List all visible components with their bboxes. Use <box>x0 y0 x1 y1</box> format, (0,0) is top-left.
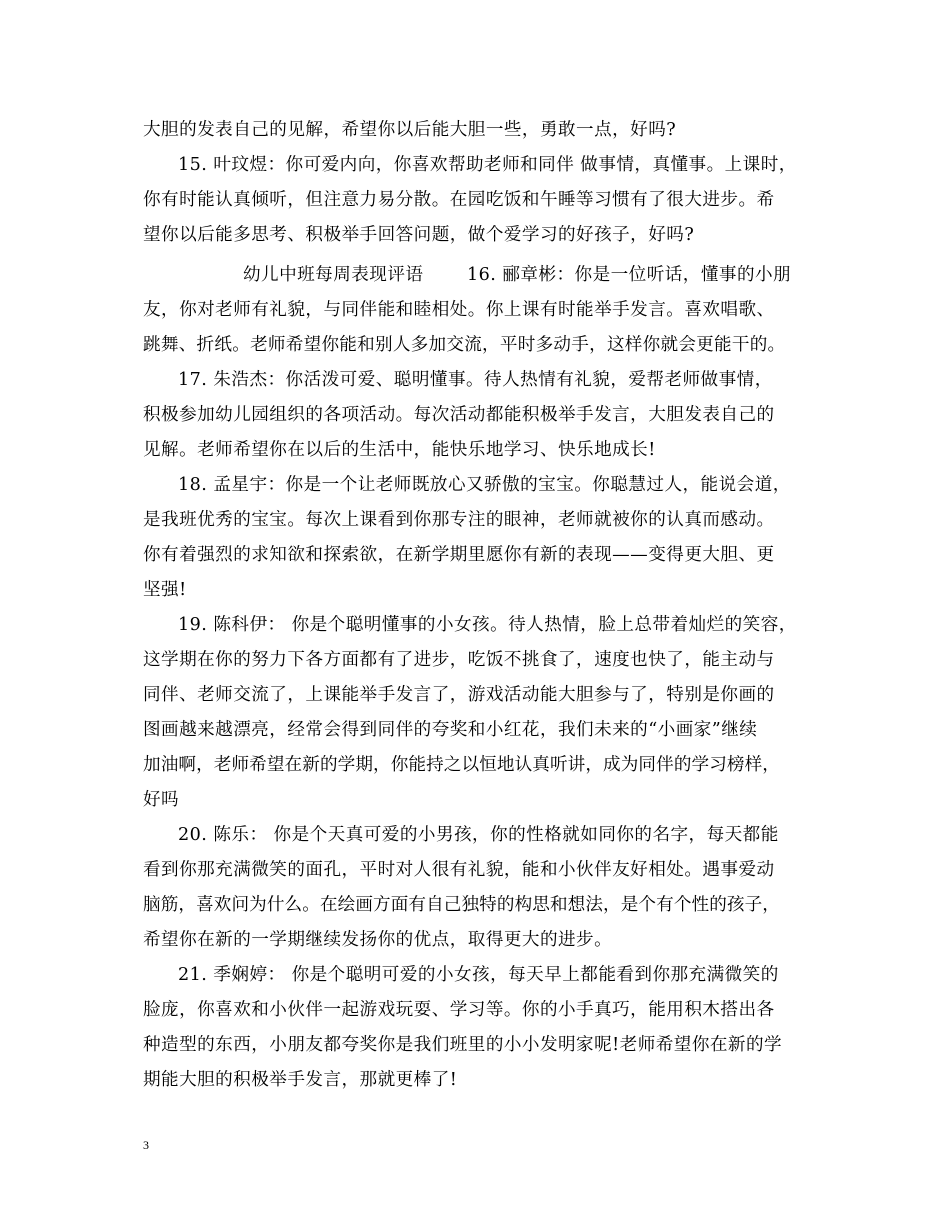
text-line: 图画越来越漂亮，经常会得到同伴的夸奖和小红花，我们未来的“小画家”继续 <box>143 720 758 740</box>
text-line: 17. 朱浩杰：你活泼可爱、聪明懂事。待人热情有礼貌，爱帮老师做事情， <box>178 370 773 390</box>
text-line: 脸庞，你喜欢和小伙伴一起游戏玩耍、学习等。你的小手真巧，能用积木搭出各 <box>143 1000 775 1020</box>
text-line: 15. 叶玟煜：你可爱内向，你喜欢帮助老师和同伴 做事情，真懂事。上课时， <box>178 155 797 175</box>
text-line: 跳舞、折纸。老师希望你能和别人多加交流，平时多动手，这样你就会更能干的。 <box>143 335 786 355</box>
text-line: 这学期在你的努力下各方面都有了进步，吃饭不挑食了，速度也快了，能主动与 <box>143 650 775 670</box>
text-line: 见解。老师希望你在以后的生活中，能快乐地学习、快乐地成长! <box>143 440 656 460</box>
text-line: 望你以后能多思考、积极举手回答问题，做个爱学习的好孩子，好吗? <box>143 225 695 245</box>
text-line: 友，你对老师有礼貌，与同伴能和睦相处。你上课有时能举手发言。喜欢唱歌、 <box>143 300 775 320</box>
text-line: 大胆的发表自己的见解，希望你以后能大胆一些，勇敢一点，好吗? <box>143 120 677 140</box>
text-line: 你有时能认真倾听，但注意力易分散。在园吃饭和午睡等习惯有了很大进步。希 <box>143 190 775 210</box>
text-line: 积极参加幼儿园组织的各项活动。每次活动都能积极举手发言，大胆发表自己的 <box>143 405 775 425</box>
text-line: 19. 陈科伊： 你是个聪明懂事的小女孩。待人热情，脸上总带着灿烂的笑容， <box>178 615 797 635</box>
text-line: 种造型的东西，小朋友都夸奖你是我们班里的小小发明家呢!老师希望你在新的学 <box>143 1035 783 1055</box>
text-line: 16. 郦章彬：你是一位听话，懂事的小朋 <box>467 265 792 285</box>
text-line: 希望你在新的一学期继续发扬你的优点，取得更大的进步。 <box>143 930 613 950</box>
text-line: 同伴、老师交流了，上课能举手发言了，游戏活动能大胆参与了，特别是你画的 <box>143 685 775 705</box>
text-line: 18. 孟星宇：你是一个让老师既放心又骄傲的宝宝。你聪慧过人，能说会道， <box>178 475 791 495</box>
text-line: 你有着强烈的求知欲和探索欲，在新学期里愿你有新的表现——变得更大胆、更 <box>143 545 775 565</box>
text-line: 脑筋，喜欢问为什么。在绘画方面有自己独特的构思和想法，是个有个性的孩子， <box>143 895 780 915</box>
text-line: 看到你那充满微笑的面孔，平时对人很有礼貌，能和小伙伴友好相处。遇事爱动 <box>143 860 775 880</box>
text-line: 20. 陈乐： 你是个天真可爱的小男孩，你的性格就如同你的名字，每天都能 <box>178 825 779 845</box>
text-line: 好吗 <box>143 790 180 810</box>
page-number: 3 <box>143 1138 149 1152</box>
text-line: 期能大胆的积极举手发言，那就更棒了! <box>143 1070 458 1090</box>
text-line: 坚强! <box>143 580 187 600</box>
text-line: 是我班优秀的宝宝。每次上课看到你那专注的眼神，老师就被你的认真而感动。 <box>143 510 775 530</box>
text-line: 加油啊，老师希望在新的学期，你能持之以恒地认真听讲，成为同伴的学习榜样， <box>143 755 780 775</box>
section-heading: 幼儿中班每周表现评语 <box>243 265 424 285</box>
text-line: 21. 季娴婷： 你是个聪明可爱的小女孩，每天早上都能看到你那充满微笑的 <box>178 965 779 985</box>
